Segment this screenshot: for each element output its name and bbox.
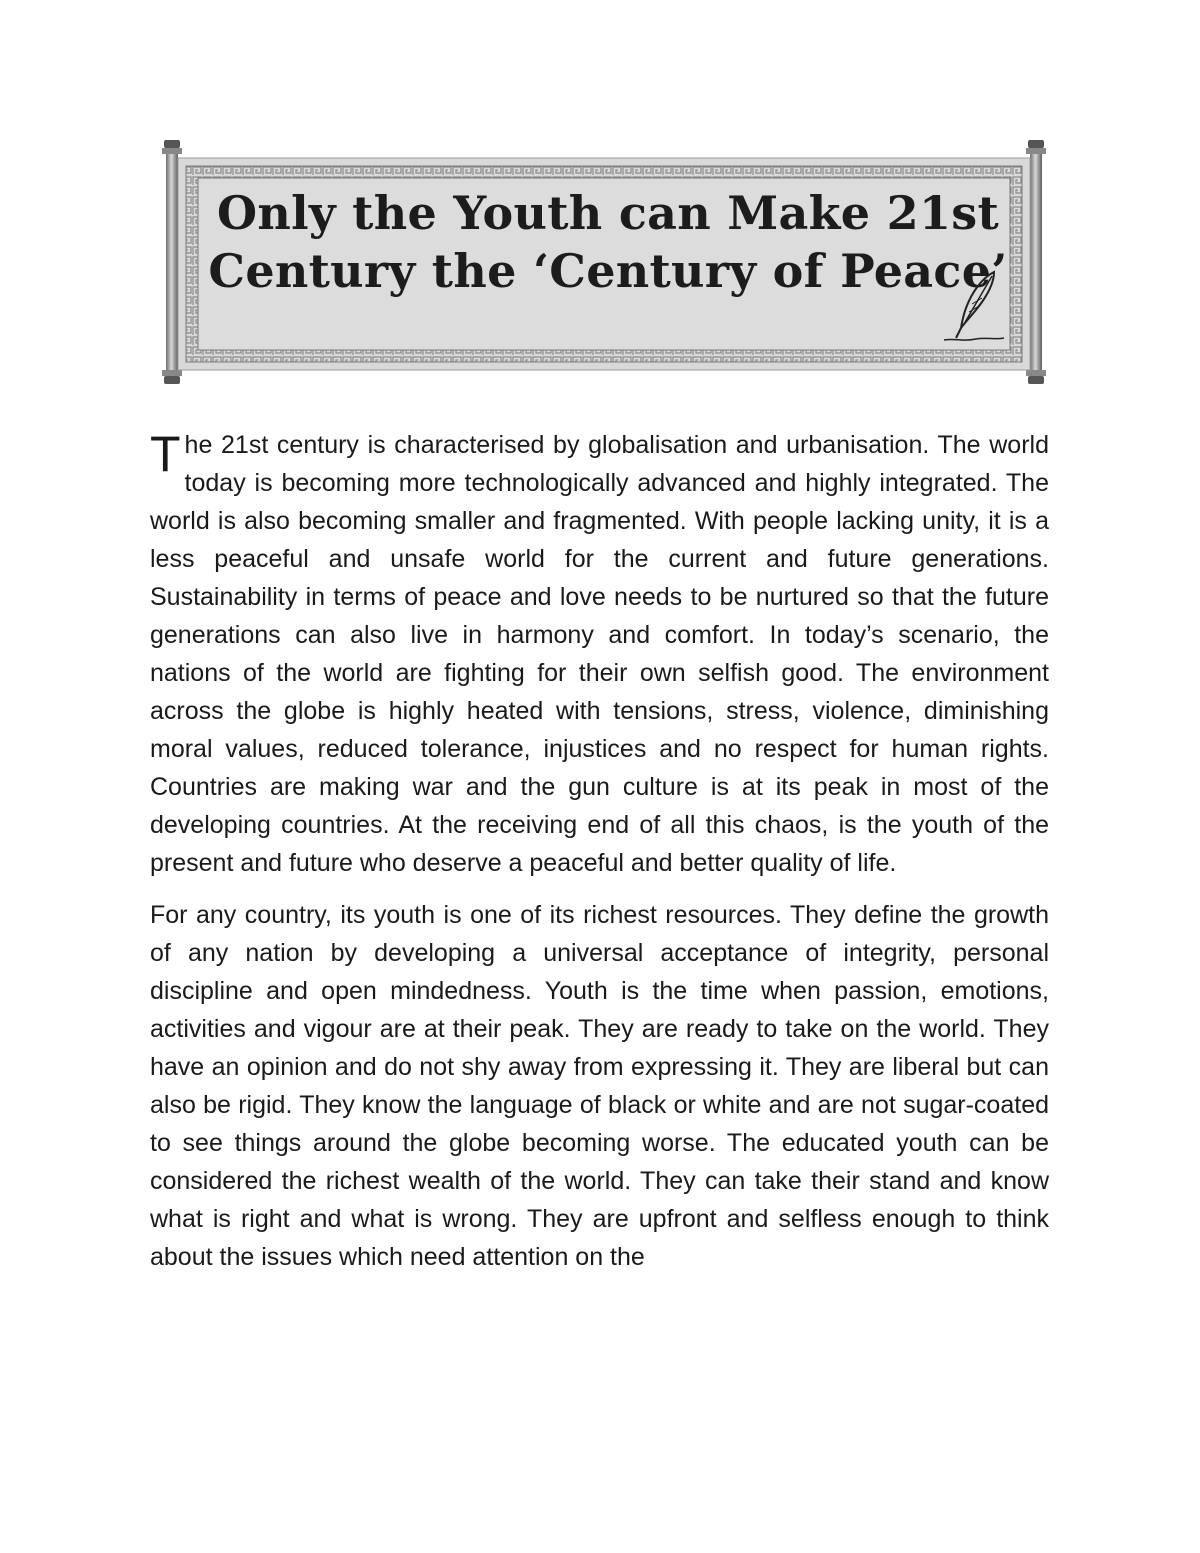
title-line-1: Only the Youth can Make 21st <box>216 186 1000 240</box>
title-banner <box>152 136 1056 388</box>
page-title <box>198 184 1018 300</box>
paragraph-1-text: he 21st century is characterised by globalisation and urbanisation. The world today is becoming more technologically advanced and highly integrated. The world is also becoming smaller and fragmented. With people lacking unity, it is a less peaceful and unsafe world for the current and future generations. Sustainability in terms of peace and love needs to be nurtured so that the future generations can also live in harmony and comfort. In today’s scenario, the nations of the world are fighting for their own selfish good. The environment across the globe is highly heated with tensions, stress, violence, diminishing moral values, reduced tolerance, injustices and no respect for human rights. Countries are making war and the gun culture is at its peak in most of the developing countries. At the receiving end of all this chaos, is the youth of the present and future who deserve a peaceful and better quality of life. <box>150 431 1049 877</box>
title-line-2: Century the ‘Century of Peace’ <box>208 244 1008 298</box>
quill-pen-icon <box>942 268 1006 348</box>
article-body <box>150 426 1049 1290</box>
paragraph-1 <box>150 426 1049 882</box>
paragraph-2: For any country, its youth is one of its richest resources. They define the growth of any nation by developing a universal acceptance of integrity, personal discipline and open mindedness. Youth is the time when passion, emotions, activities and vigour are at their peak. They are ready to take on the world. They have an opinion and do not shy away from expressing it. They are liberal but can also be rigid. They know the language of black or white and are not sugar-coated to see things around the globe becoming worse. The educated youth can be considered the richest wealth of the world. They can take their stand and know what is right and what is wrong. They are upfront and selfless enough to think about the issues which need attention on the <box>150 901 1049 1271</box>
drop-cap: T <box>150 426 181 482</box>
